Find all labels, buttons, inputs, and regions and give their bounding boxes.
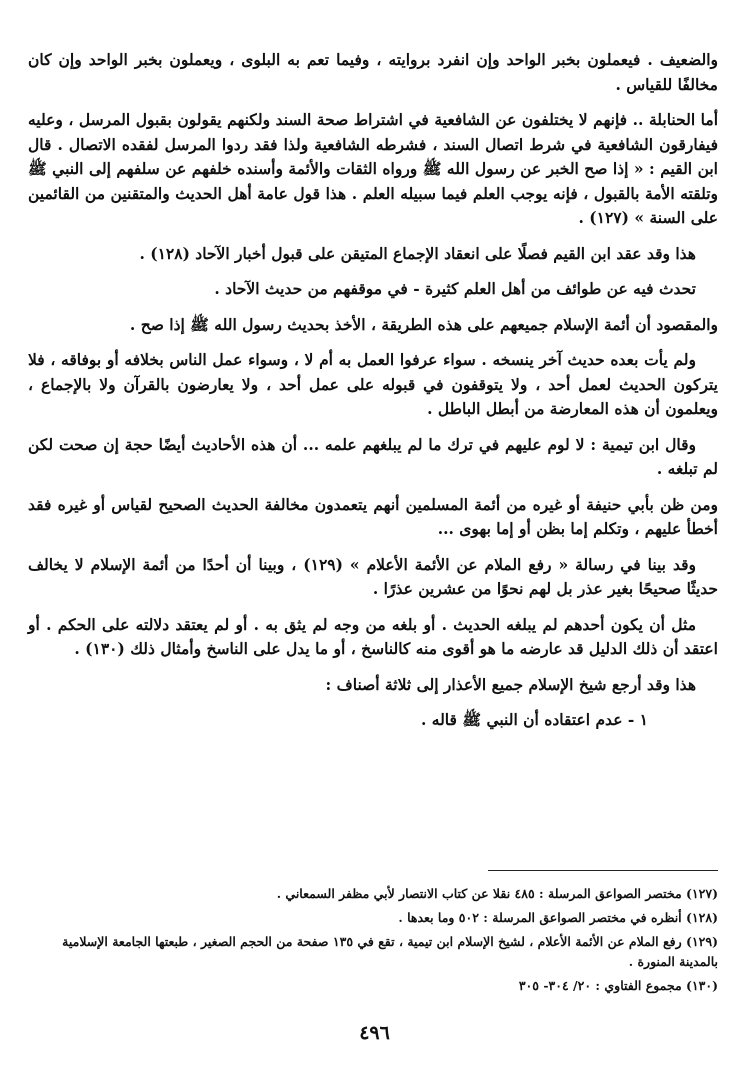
paragraph-9: [28, 553, 718, 602]
paragraph-2-text: فإنهم لا يختلفون عن الشافعية في اشتراط صحة السند ولكنهم يقولون بقبول المرسل ، وعليه فيفارقون الشافعية في شرط اتصال السند ، فشرطه الشافعية ولذا فقد ردوا المرسل لفقده الاتصال . قال ابن القيم : « إذا صح الخبر عن رسول الله ﷺ ورواه الثقات والأئمة وأسنده خلفهم عن سلفهم إلى النبي ﷺ وتلقته الأمة بالقبول ، فإنه يوجب العلم فيما سبيله العلم . هذا قول عامة أهل الحديث والمتقنين من القائمين على السنة » (١٢٧) .: [28, 110, 718, 227]
footnote-separator: [488, 870, 718, 871]
paragraph-10: [28, 613, 718, 662]
paragraph-6: [28, 348, 718, 422]
paragraph-4-text: تحدث فيه عن طوائف من أهل العلم كثيرة - في موقفهم من حديث الآحاد .: [214, 279, 696, 298]
paragraph-5-text: والمقصود أن أئمة الإسلام جميعهم على هذه الطريقة ، الأخذ بحديث رسول الله ﷺ إذا صح .: [129, 314, 718, 334]
paragraph-8-text: ومن ظن بأبي حنيفة أو غيره من أئمة المسلمين أنهم يتعمدون مخالفة الحديث الصحيح لقياس أو غيره فقد أخطأ عليهم ، وتكلم إما بظن أو إما بهوى ...: [28, 494, 718, 538]
paragraph-5: [28, 313, 718, 338]
paragraph-11-text: هذا وقد أرجع شيخ الإسلام جميع الأعذار إلى ثلاثة أصناف :: [325, 674, 696, 694]
paragraph-2: [28, 108, 718, 231]
paragraph-9-text: وقد بينا في رسالة « رفع الملام عن الأئمة الأعلام » (١٢٩) ، وبينا أن أحدًا من أئمة الإسلام لا يخالف حديثًا صحيحًا بغير عذر بل لهم نحوًا من عشرين عذرًا .: [28, 554, 718, 598]
page-body: [28, 48, 718, 747]
footnote-130: (١٣٠) مجموع الفتاوي : ٢٠/ ٣٠٤- ٣٠٥: [518, 978, 718, 993]
footnote-127: (١٢٧) مختصر الصواعق المرسلة : ٤٨٥ نقلا عن كتاب الانتصار لأبي مظفر السمعاني .: [276, 886, 718, 901]
footnote-128: (١٢٨) أنظره في مختصر الصواعق المرسلة : ٥٠٢ وما بعدها .: [398, 910, 718, 925]
paragraph-3-text: هذا وقد عقد ابن القيم فصلًا على انعقاد الإجماع المتيقن على قبول أخبار الآحاد (١٢٨) .: [139, 243, 696, 263]
footnote-129: (١٢٩) رفع الملام عن الأئمة الأعلام ، لشيخ الإسلام ابن تيمية ، تقع في ١٣٥ صفحة من الحجم الصغير ، طبعتها الجامعة الإسلامية بالمدينة المنورة .: [62, 934, 718, 969]
paragraph-10-text: مثل أن يكون أحدهم لم يبلغه الحديث . أو بلغه من وجه لم يثق به . أو لم يعتقد دلالته على الحكم . أو اعتقد أن ذلك الدليل قد عارضه ما هو أقوى منه كالناسخ ، أو ما يدل على الناسخ وأمثال ذلك (١٣٠) .: [28, 614, 718, 658]
paragraph-4: [28, 277, 718, 302]
footnotes: [30, 884, 718, 1000]
paragraph-8: [28, 493, 718, 542]
paragraph-1: [28, 48, 718, 97]
paragraph-6-text: ولم يأت بعده حديث آخر ينسخه . سواء عرفوا العمل به أم لا ، وسواء عمل الناس بخلافه أو بوفاقه ، فلا يتركون الحديث لعمل أحد ، ولا يتوقفون في قبوله على عمل أحد ، ولا يعارضون بالقرآن ولا بالإجماع ، ويعلمون أن هذه المعارضة من أبطل الباطل .: [28, 350, 718, 418]
paragraph-11: [28, 673, 718, 698]
page-number: ٤٩٦: [359, 1022, 390, 1044]
paragraph-3: [28, 242, 718, 267]
paragraph-7-text: وقال ابن تيمية : لا لوم عليهم في ترك ما لم يبلغهم علمه ... أن هذه الأحاديث أيضًا حجة إن صحت لكن لم تبلغه .: [28, 434, 718, 478]
paragraph-2-lead: أما الحنابلة ..: [632, 110, 719, 129]
paragraph-1-text: والضعيف . فيعملون بخبر الواحد وإن انفرد بروايته ، وفيما تعم به البلوى ، ويعملون بخبر الواحد وإن كان مخالفًا للقياس .: [28, 50, 718, 94]
paragraph-7: [28, 433, 718, 482]
list-item-1: ١ - عدم اعتقاده أن النبي ﷺ قاله .: [420, 710, 648, 729]
